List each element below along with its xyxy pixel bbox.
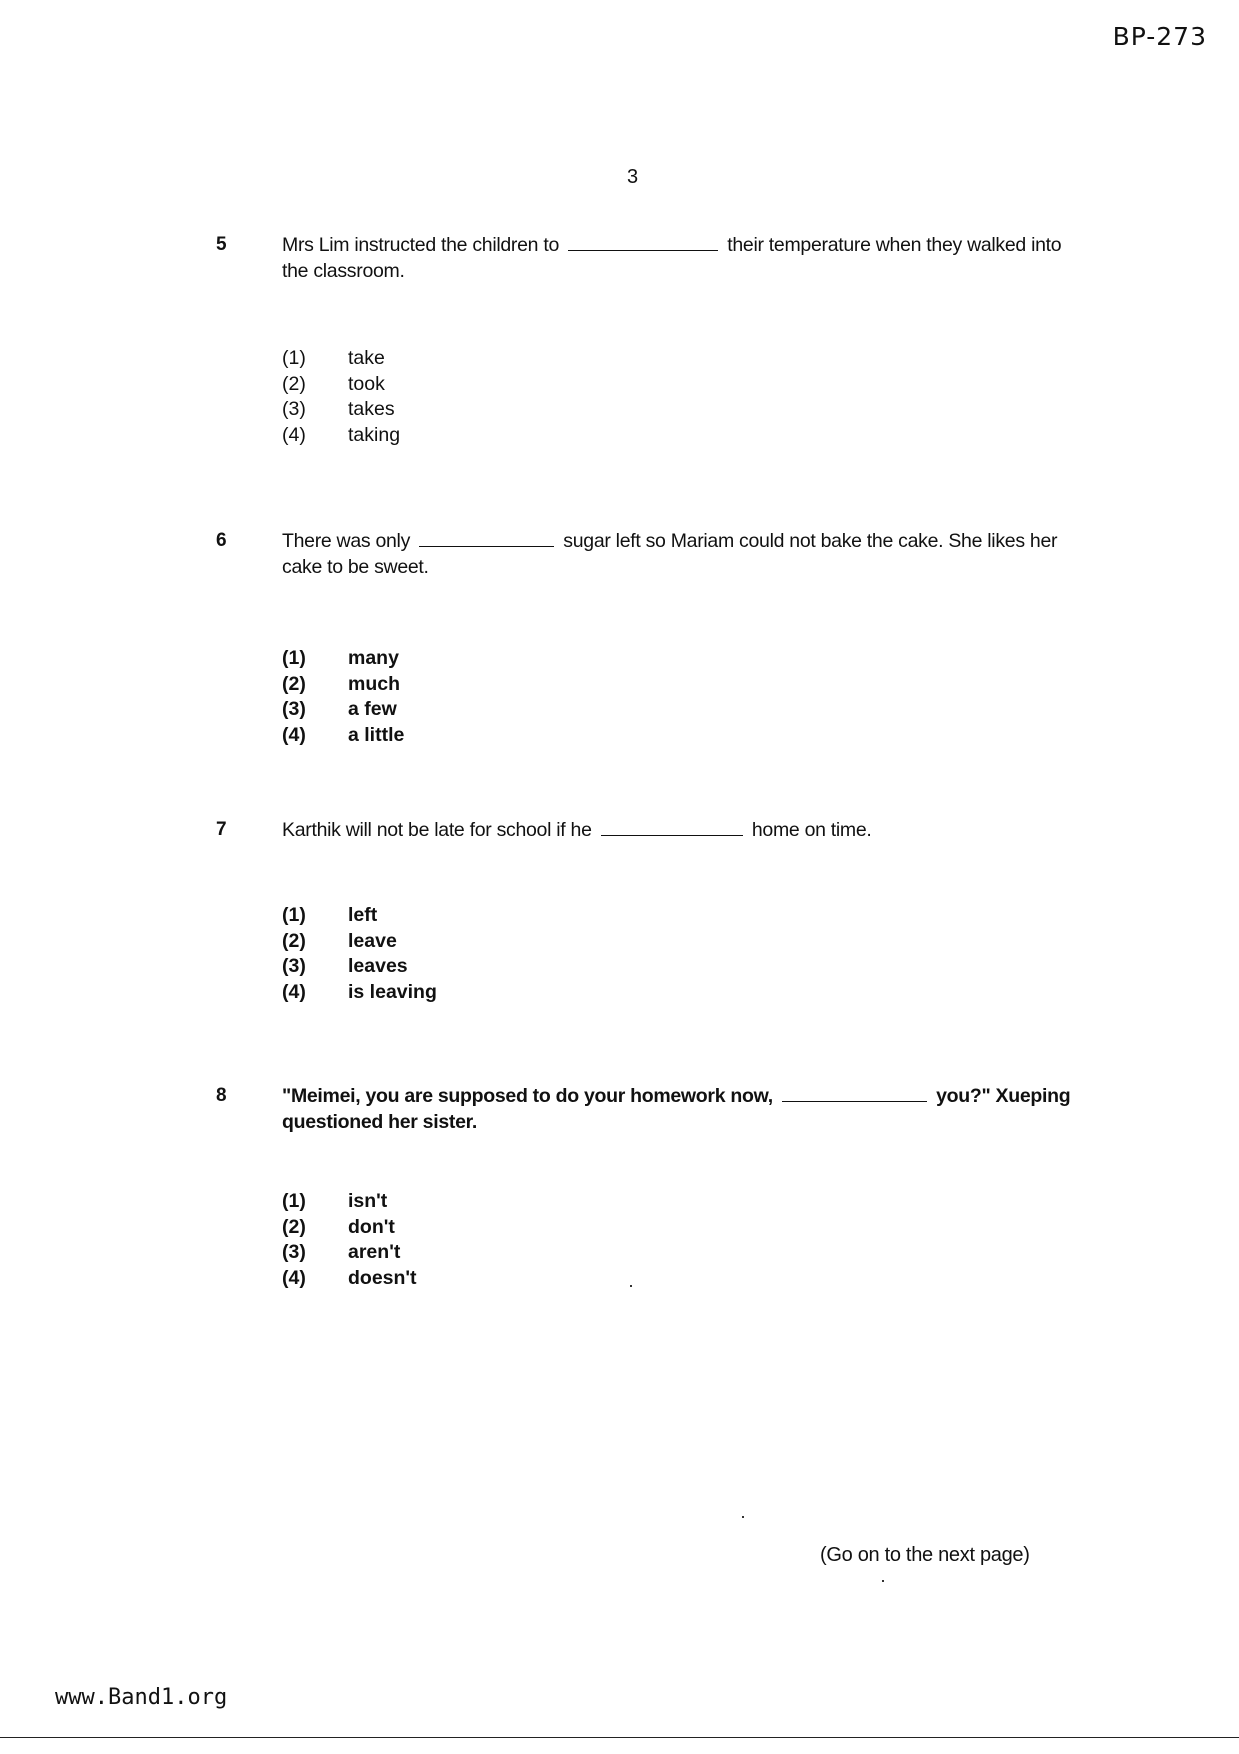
question-text-before: Mrs Lim instructed the children to (282, 234, 559, 256)
option: (3) leaves (282, 955, 408, 977)
site-url: www.Band1.org (55, 1685, 228, 1710)
option: (3) a few (282, 698, 397, 720)
question-text (282, 1083, 1072, 1135)
option: (1) take (282, 347, 385, 369)
question-6 (216, 528, 1056, 764)
question-text (282, 817, 1072, 843)
option: (2) took (282, 372, 385, 395)
question-number: 7 (216, 819, 227, 840)
question-text-before: Karthik will not be late for school if he (282, 819, 592, 841)
option: (4) a little (282, 723, 405, 746)
option: (4) is leaving (282, 980, 437, 1003)
option: (3) aren't (282, 1241, 401, 1263)
scan-speck (882, 1580, 884, 1582)
answer-blank (419, 528, 554, 547)
question-text-after: sugar left so Mariam could not bake the cake. She likes her cake to be sweet. (282, 530, 1058, 578)
option: (4) doesn't (282, 1266, 417, 1289)
question-5 (216, 232, 1062, 464)
bottom-rule (0, 1737, 1239, 1738)
page-number: 3 (627, 166, 639, 188)
question-text-before: There was only (282, 530, 411, 552)
question-number: 6 (216, 530, 227, 551)
option: (1) isn't (282, 1190, 388, 1212)
options-list (282, 646, 1056, 748)
question-number: 5 (216, 234, 227, 255)
option: (2) don't (282, 1215, 395, 1238)
question-8 (216, 1083, 1071, 1307)
scan-speck (630, 1285, 632, 1287)
next-page-note: (Go on to the next page) (820, 1544, 1030, 1566)
option: (2) leave (282, 929, 397, 952)
question-text-after: their temperature when they walked into the classroom. (282, 234, 1062, 282)
question-text-after: home on time. (751, 819, 872, 841)
option: (4) taking (282, 423, 401, 446)
question-text (282, 232, 1072, 284)
scan-speck (742, 1516, 744, 1518)
question-text (282, 528, 1072, 580)
question-7 (216, 817, 1056, 1021)
page-code: BP-273 (1112, 22, 1207, 51)
answer-blank (568, 232, 718, 251)
option: (2) much (282, 672, 401, 695)
option: (3) takes (282, 398, 395, 420)
question-text-after: you?" Xueping questioned her sister. (282, 1085, 1071, 1133)
answer-blank (782, 1083, 927, 1102)
options-list (282, 903, 1056, 1005)
options-list (282, 1189, 1056, 1291)
options-list (282, 346, 1056, 448)
answer-blank (601, 817, 743, 836)
question-number: 8 (216, 1085, 227, 1106)
option: (1) many (282, 647, 399, 669)
option: (1) left (282, 904, 378, 926)
question-text-before: "Meimei, you are supposed to do your homework now, (282, 1085, 773, 1107)
